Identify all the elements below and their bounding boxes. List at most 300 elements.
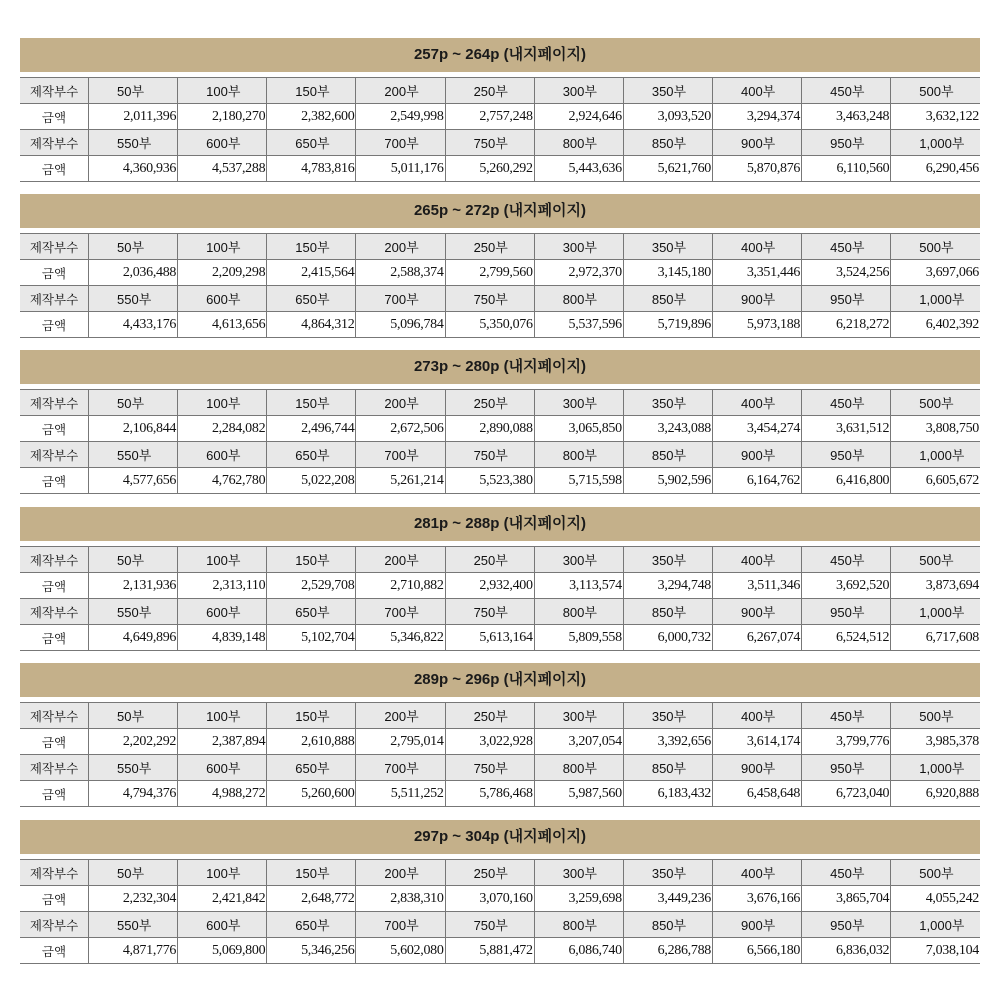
amount-cell: 2,382,600: [267, 104, 356, 130]
amount-cell: 3,692,520: [802, 573, 891, 599]
quantity-cell: 450부: [802, 390, 891, 416]
quantity-cell: 650부: [267, 286, 356, 312]
amount-cell: 2,932,400: [445, 573, 534, 599]
quantity-cell: 300부: [534, 234, 623, 260]
amount-cell: 5,809,558: [534, 625, 623, 651]
block-title: 265p ~ 272p (내지페이지): [20, 194, 980, 228]
amount-cell: 2,972,370: [534, 260, 623, 286]
amount-row: [20, 886, 980, 912]
quantity-cell: 500부: [891, 860, 980, 886]
quantity-row: [20, 912, 980, 938]
quantity-label: 제작부수: [20, 547, 89, 573]
quantity-cell: 100부: [178, 78, 267, 104]
amount-label: 금액: [20, 938, 89, 964]
amount-cell: 3,463,248: [802, 104, 891, 130]
amount-cell: 2,924,646: [534, 104, 623, 130]
quantity-cell: 850부: [623, 755, 712, 781]
amount-cell: 5,260,292: [445, 156, 534, 182]
quantity-cell: 600부: [178, 755, 267, 781]
amount-cell: 4,839,148: [178, 625, 267, 651]
amount-cell: 3,070,160: [445, 886, 534, 912]
amount-cell: 5,260,600: [267, 781, 356, 807]
quantity-cell: 1,000부: [891, 912, 980, 938]
amount-cell: 5,102,704: [267, 625, 356, 651]
amount-cell: 6,086,740: [534, 938, 623, 964]
amount-cell: 3,985,378: [891, 729, 980, 755]
quantity-cell: 200부: [356, 860, 445, 886]
quantity-cell: 800부: [534, 912, 623, 938]
quantity-cell: 150부: [267, 547, 356, 573]
amount-cell: 3,697,066: [891, 260, 980, 286]
amount-cell: 2,757,248: [445, 104, 534, 130]
quantity-cell: 350부: [623, 390, 712, 416]
amount-cell: 2,232,304: [89, 886, 178, 912]
price-block: [20, 507, 980, 651]
quantity-cell: 900부: [712, 286, 801, 312]
quantity-cell: 450부: [802, 703, 891, 729]
amount-cell: 3,449,236: [623, 886, 712, 912]
quantity-cell: 500부: [891, 547, 980, 573]
amount-cell: 3,065,850: [534, 416, 623, 442]
quantity-cell: 750부: [445, 912, 534, 938]
quantity-cell: 100부: [178, 860, 267, 886]
quantity-row: [20, 599, 980, 625]
quantity-cell: 650부: [267, 599, 356, 625]
quantity-cell: 900부: [712, 755, 801, 781]
quantity-cell: 400부: [712, 234, 801, 260]
quantity-cell: 50부: [89, 234, 178, 260]
quantity-cell: 900부: [712, 442, 801, 468]
amount-cell: 3,808,750: [891, 416, 980, 442]
amount-cell: 3,614,174: [712, 729, 801, 755]
amount-cell: 5,261,214: [356, 468, 445, 494]
block-title: 281p ~ 288p (내지페이지): [20, 507, 980, 541]
amount-row: [20, 312, 980, 338]
quantity-cell: 200부: [356, 78, 445, 104]
amount-cell: 3,207,054: [534, 729, 623, 755]
quantity-cell: 650부: [267, 755, 356, 781]
amount-cell: 6,836,032: [802, 938, 891, 964]
quantity-cell: 400부: [712, 390, 801, 416]
amount-cell: 5,537,596: [534, 312, 623, 338]
quantity-cell: 150부: [267, 860, 356, 886]
amount-cell: 5,011,176: [356, 156, 445, 182]
amount-row: [20, 573, 980, 599]
quantity-cell: 800부: [534, 755, 623, 781]
amount-label: 금액: [20, 156, 89, 182]
amount-cell: 4,577,656: [89, 468, 178, 494]
quantity-label: 제작부수: [20, 860, 89, 886]
quantity-cell: 950부: [802, 912, 891, 938]
quantity-cell: 450부: [802, 234, 891, 260]
quantity-label: 제작부수: [20, 703, 89, 729]
quantity-row: [20, 547, 980, 573]
amount-cell: 5,022,208: [267, 468, 356, 494]
amount-cell: 4,649,896: [89, 625, 178, 651]
price-table: [20, 859, 980, 964]
price-block: [20, 350, 980, 494]
amount-cell: 5,443,636: [534, 156, 623, 182]
amount-cell: 6,267,074: [712, 625, 801, 651]
price-table: [20, 389, 980, 494]
quantity-cell: 150부: [267, 703, 356, 729]
quantity-cell: 250부: [445, 78, 534, 104]
price-table: [20, 233, 980, 338]
amount-cell: 6,605,672: [891, 468, 980, 494]
quantity-cell: 400부: [712, 860, 801, 886]
amount-cell: 3,454,274: [712, 416, 801, 442]
amount-cell: 3,145,180: [623, 260, 712, 286]
quantity-cell: 450부: [802, 547, 891, 573]
quantity-row: [20, 442, 980, 468]
amount-label: 금액: [20, 781, 89, 807]
amount-cell: 3,511,346: [712, 573, 801, 599]
quantity-cell: 650부: [267, 442, 356, 468]
amount-cell: 5,987,560: [534, 781, 623, 807]
quantity-row: [20, 78, 980, 104]
quantity-row: [20, 286, 980, 312]
quantity-cell: 150부: [267, 234, 356, 260]
quantity-label: 제작부수: [20, 755, 89, 781]
amount-label: 금액: [20, 260, 89, 286]
quantity-cell: 850부: [623, 130, 712, 156]
quantity-cell: 700부: [356, 755, 445, 781]
quantity-cell: 950부: [802, 755, 891, 781]
amount-cell: 3,294,374: [712, 104, 801, 130]
quantity-cell: 550부: [89, 442, 178, 468]
amount-cell: 5,719,896: [623, 312, 712, 338]
quantity-cell: 500부: [891, 390, 980, 416]
amount-cell: 5,096,784: [356, 312, 445, 338]
amount-row: [20, 260, 980, 286]
amount-cell: 2,549,998: [356, 104, 445, 130]
amount-cell: 2,838,310: [356, 886, 445, 912]
block-title: 257p ~ 264p (내지페이지): [20, 38, 980, 72]
amount-cell: 2,011,396: [89, 104, 178, 130]
quantity-label: 제작부수: [20, 130, 89, 156]
amount-cell: 2,890,088: [445, 416, 534, 442]
amount-cell: 2,036,488: [89, 260, 178, 286]
amount-cell: 2,387,894: [178, 729, 267, 755]
quantity-cell: 450부: [802, 860, 891, 886]
amount-label: 금액: [20, 312, 89, 338]
amount-row: [20, 416, 980, 442]
amount-cell: 6,920,888: [891, 781, 980, 807]
amount-cell: 2,180,270: [178, 104, 267, 130]
amount-cell: 3,631,512: [802, 416, 891, 442]
quantity-cell: 900부: [712, 599, 801, 625]
amount-row: [20, 625, 980, 651]
quantity-cell: 1,000부: [891, 442, 980, 468]
amount-cell: 3,243,088: [623, 416, 712, 442]
quantity-cell: 650부: [267, 130, 356, 156]
price-table: [20, 77, 980, 182]
quantity-cell: 200부: [356, 703, 445, 729]
amount-cell: 6,416,800: [802, 468, 891, 494]
quantity-label: 제작부수: [20, 599, 89, 625]
quantity-cell: 500부: [891, 234, 980, 260]
quantity-cell: 50부: [89, 860, 178, 886]
amount-cell: 2,209,298: [178, 260, 267, 286]
quantity-cell: 550부: [89, 912, 178, 938]
quantity-row: [20, 130, 980, 156]
amount-cell: 7,038,104: [891, 938, 980, 964]
quantity-cell: 250부: [445, 390, 534, 416]
quantity-cell: 700부: [356, 130, 445, 156]
quantity-cell: 200부: [356, 234, 445, 260]
quantity-cell: 550부: [89, 599, 178, 625]
quantity-cell: 400부: [712, 78, 801, 104]
quantity-cell: 100부: [178, 547, 267, 573]
price-block: [20, 38, 980, 182]
quantity-cell: 600부: [178, 599, 267, 625]
quantity-cell: 200부: [356, 390, 445, 416]
quantity-cell: 550부: [89, 755, 178, 781]
amount-cell: 4,613,656: [178, 312, 267, 338]
amount-cell: 3,113,574: [534, 573, 623, 599]
amount-label: 금액: [20, 886, 89, 912]
quantity-label: 제작부수: [20, 442, 89, 468]
quantity-cell: 50부: [89, 78, 178, 104]
quantity-cell: 500부: [891, 703, 980, 729]
amount-cell: 2,610,888: [267, 729, 356, 755]
amount-cell: 3,093,520: [623, 104, 712, 130]
amount-label: 금액: [20, 468, 89, 494]
amount-cell: 5,511,252: [356, 781, 445, 807]
quantity-cell: 100부: [178, 234, 267, 260]
amount-row: [20, 104, 980, 130]
amount-cell: 2,313,110: [178, 573, 267, 599]
quantity-cell: 1,000부: [891, 286, 980, 312]
quantity-cell: 50부: [89, 390, 178, 416]
quantity-cell: 500부: [891, 78, 980, 104]
amount-label: 금액: [20, 573, 89, 599]
amount-row: [20, 156, 980, 182]
quantity-cell: 350부: [623, 234, 712, 260]
amount-cell: 6,218,272: [802, 312, 891, 338]
quantity-cell: 300부: [534, 860, 623, 886]
amount-cell: 6,566,180: [712, 938, 801, 964]
amount-cell: 5,350,076: [445, 312, 534, 338]
amount-cell: 4,794,376: [89, 781, 178, 807]
quantity-cell: 250부: [445, 234, 534, 260]
amount-cell: 3,865,704: [802, 886, 891, 912]
amount-cell: 5,069,800: [178, 938, 267, 964]
quantity-cell: 300부: [534, 390, 623, 416]
quantity-row: [20, 390, 980, 416]
quantity-row: [20, 703, 980, 729]
quantity-cell: 1,000부: [891, 755, 980, 781]
quantity-cell: 250부: [445, 703, 534, 729]
amount-cell: 3,351,446: [712, 260, 801, 286]
amount-cell: 2,588,374: [356, 260, 445, 286]
amount-row: [20, 781, 980, 807]
amount-cell: 5,523,380: [445, 468, 534, 494]
quantity-cell: 700부: [356, 912, 445, 938]
quantity-cell: 550부: [89, 286, 178, 312]
amount-cell: 6,110,560: [802, 156, 891, 182]
amount-label: 금액: [20, 625, 89, 651]
block-title: 289p ~ 296p (내지페이지): [20, 663, 980, 697]
amount-cell: 3,022,928: [445, 729, 534, 755]
quantity-cell: 300부: [534, 703, 623, 729]
amount-cell: 3,676,166: [712, 886, 801, 912]
quantity-cell: 50부: [89, 703, 178, 729]
amount-cell: 2,284,082: [178, 416, 267, 442]
quantity-cell: 50부: [89, 547, 178, 573]
quantity-cell: 1,000부: [891, 599, 980, 625]
amount-cell: 2,529,708: [267, 573, 356, 599]
quantity-cell: 950부: [802, 286, 891, 312]
price-block: [20, 194, 980, 338]
quantity-cell: 350부: [623, 703, 712, 729]
quantity-cell: 1,000부: [891, 130, 980, 156]
quantity-cell: 700부: [356, 599, 445, 625]
amount-cell: 4,762,780: [178, 468, 267, 494]
quantity-cell: 100부: [178, 390, 267, 416]
amount-cell: 4,433,176: [89, 312, 178, 338]
amount-cell: 2,648,772: [267, 886, 356, 912]
quantity-cell: 700부: [356, 442, 445, 468]
amount-cell: 4,988,272: [178, 781, 267, 807]
quantity-cell: 200부: [356, 547, 445, 573]
amount-label: 금액: [20, 729, 89, 755]
amount-cell: 6,723,040: [802, 781, 891, 807]
amount-cell: 2,795,014: [356, 729, 445, 755]
amount-cell: 5,715,598: [534, 468, 623, 494]
quantity-label: 제작부수: [20, 286, 89, 312]
quantity-cell: 950부: [802, 599, 891, 625]
amount-cell: 4,871,776: [89, 938, 178, 964]
quantity-cell: 600부: [178, 286, 267, 312]
amount-cell: 6,402,392: [891, 312, 980, 338]
quantity-cell: 150부: [267, 390, 356, 416]
amount-cell: 6,458,648: [712, 781, 801, 807]
quantity-cell: 950부: [802, 442, 891, 468]
quantity-cell: 100부: [178, 703, 267, 729]
amount-row: [20, 938, 980, 964]
quantity-label: 제작부수: [20, 78, 89, 104]
quantity-cell: 800부: [534, 599, 623, 625]
amount-cell: 3,524,256: [802, 260, 891, 286]
quantity-cell: 150부: [267, 78, 356, 104]
quantity-cell: 450부: [802, 78, 891, 104]
quantity-cell: 800부: [534, 130, 623, 156]
amount-cell: 2,202,292: [89, 729, 178, 755]
amount-cell: 2,710,882: [356, 573, 445, 599]
amount-cell: 5,786,468: [445, 781, 534, 807]
amount-cell: 2,131,936: [89, 573, 178, 599]
amount-cell: 5,621,760: [623, 156, 712, 182]
quantity-row: [20, 860, 980, 886]
amount-cell: 5,613,164: [445, 625, 534, 651]
amount-cell: 5,346,822: [356, 625, 445, 651]
quantity-cell: 900부: [712, 912, 801, 938]
quantity-cell: 850부: [623, 912, 712, 938]
amount-cell: 4,537,288: [178, 156, 267, 182]
price-block: [20, 820, 980, 964]
quantity-cell: 600부: [178, 130, 267, 156]
quantity-cell: 600부: [178, 442, 267, 468]
quantity-label: 제작부수: [20, 912, 89, 938]
quantity-cell: 800부: [534, 442, 623, 468]
amount-cell: 4,783,816: [267, 156, 356, 182]
quantity-cell: 850부: [623, 442, 712, 468]
amount-label: 금액: [20, 104, 89, 130]
amount-cell: 4,055,242: [891, 886, 980, 912]
amount-row: [20, 729, 980, 755]
amount-cell: 6,183,432: [623, 781, 712, 807]
amount-cell: 5,346,256: [267, 938, 356, 964]
quantity-cell: 800부: [534, 286, 623, 312]
amount-cell: 6,717,608: [891, 625, 980, 651]
quantity-cell: 300부: [534, 78, 623, 104]
quantity-cell: 350부: [623, 860, 712, 886]
quantity-cell: 750부: [445, 755, 534, 781]
quantity-cell: 900부: [712, 130, 801, 156]
amount-cell: 3,632,122: [891, 104, 980, 130]
amount-cell: 2,415,564: [267, 260, 356, 286]
amount-cell: 3,873,694: [891, 573, 980, 599]
quantity-cell: 550부: [89, 130, 178, 156]
quantity-row: [20, 234, 980, 260]
amount-cell: 6,164,762: [712, 468, 801, 494]
amount-cell: 2,421,842: [178, 886, 267, 912]
amount-cell: 2,496,744: [267, 416, 356, 442]
amount-cell: 5,602,080: [356, 938, 445, 964]
amount-cell: 5,870,876: [712, 156, 801, 182]
amount-cell: 2,672,506: [356, 416, 445, 442]
amount-cell: 6,290,456: [891, 156, 980, 182]
amount-cell: 6,286,788: [623, 938, 712, 964]
amount-cell: 4,864,312: [267, 312, 356, 338]
quantity-cell: 250부: [445, 547, 534, 573]
block-title: 273p ~ 280p (내지페이지): [20, 350, 980, 384]
amount-cell: 3,799,776: [802, 729, 891, 755]
amount-cell: 4,360,936: [89, 156, 178, 182]
quantity-cell: 850부: [623, 286, 712, 312]
amount-cell: 3,392,656: [623, 729, 712, 755]
quantity-cell: 750부: [445, 286, 534, 312]
quantity-cell: 750부: [445, 599, 534, 625]
quantity-cell: 400부: [712, 547, 801, 573]
quantity-cell: 600부: [178, 912, 267, 938]
block-title: 297p ~ 304p (내지페이지): [20, 820, 980, 854]
quantity-cell: 700부: [356, 286, 445, 312]
amount-cell: 2,106,844: [89, 416, 178, 442]
amount-cell: 3,294,748: [623, 573, 712, 599]
quantity-cell: 650부: [267, 912, 356, 938]
amount-label: 금액: [20, 416, 89, 442]
quantity-cell: 750부: [445, 130, 534, 156]
quantity-label: 제작부수: [20, 390, 89, 416]
amount-cell: 5,902,596: [623, 468, 712, 494]
quantity-cell: 250부: [445, 860, 534, 886]
quantity-cell: 350부: [623, 78, 712, 104]
quantity-cell: 850부: [623, 599, 712, 625]
amount-cell: 5,881,472: [445, 938, 534, 964]
amount-cell: 6,000,732: [623, 625, 712, 651]
quantity-cell: 350부: [623, 547, 712, 573]
amount-cell: 6,524,512: [802, 625, 891, 651]
amount-cell: 3,259,698: [534, 886, 623, 912]
quantity-label: 제작부수: [20, 234, 89, 260]
amount-cell: 5,973,188: [712, 312, 801, 338]
quantity-row: [20, 755, 980, 781]
amount-cell: 2,799,560: [445, 260, 534, 286]
quantity-cell: 300부: [534, 547, 623, 573]
amount-row: [20, 468, 980, 494]
